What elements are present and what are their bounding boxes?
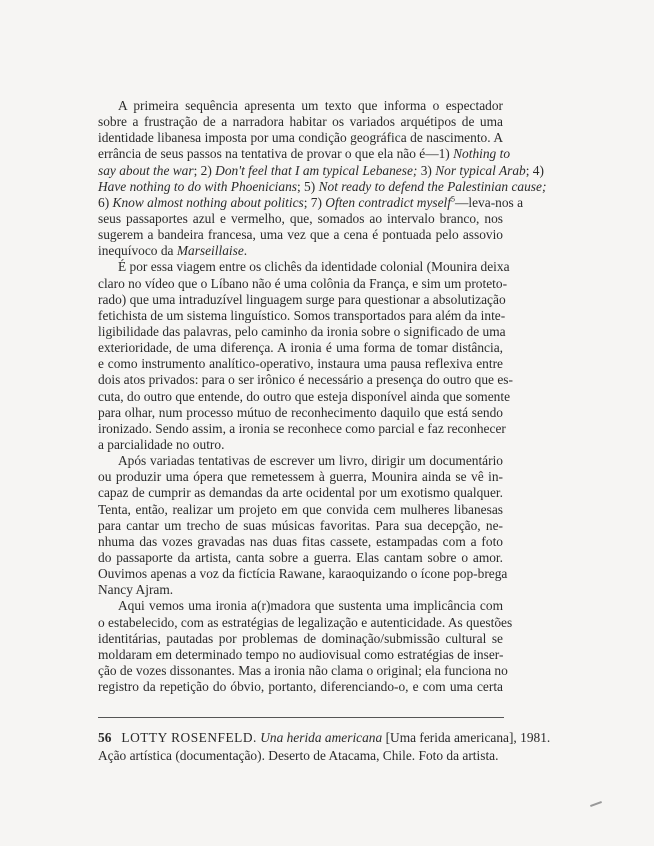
text-segment: ; 5): [296, 178, 319, 194]
text-segment: 3): [417, 162, 436, 178]
text-line: [98, 534, 503, 550]
text-line: [98, 550, 503, 566]
text-segment: sugerem a bandeira francesa, uma vez que a cena é pontuada pelo assovio: [98, 227, 503, 243]
text-segment: Tenta, então, realizar um projeto em que convida cem mulheres libanesas: [98, 501, 503, 517]
text-segment: inequívoco da: [98, 243, 177, 259]
figure-caption: [98, 729, 551, 765]
text-segment: 6): [98, 194, 113, 210]
text-line: [98, 227, 503, 243]
italic-text: Marseillaise: [176, 243, 244, 259]
italic-text: Have nothing to do with Phoenicians: [98, 178, 297, 194]
text-line: [98, 582, 503, 598]
text-line: [98, 194, 524, 211]
text-line: [98, 211, 503, 227]
text-line: [98, 291, 506, 308]
text-line: [98, 647, 503, 663]
paragraph: [98, 598, 513, 695]
text-segment: capaz de cumprir as demandas da arte ocidental por um exotismo qualquer.: [98, 485, 503, 501]
text-segment: fetichista de um sistema linguístico. Somos transportados para além da inte-: [98, 307, 506, 323]
text-line: [98, 420, 506, 437]
italic-text: Know almost nothing about politics: [112, 194, 304, 210]
text-line: [98, 437, 503, 453]
text-line: [98, 679, 503, 695]
text-line: [98, 518, 503, 534]
text-segment: claro no vídeo que o Líbano não é uma colônia da França, e sim um proteto-: [98, 275, 508, 291]
text-line: [98, 614, 513, 631]
text-line: [98, 566, 508, 582]
text-line: [98, 372, 513, 388]
italic-text: Nothing to: [453, 146, 511, 162]
text-segment: e como instrumento analítico-operativo, instaura uma pausa reflexiva entre: [98, 356, 503, 372]
text-segment: seus passaportes azul e vermelho, que, somados ao intervalo branco, nos: [98, 210, 503, 226]
text-line: [98, 405, 503, 421]
text-segment: nhuma das vozes gravadas nas duas fitas cassete, estampadas com a foto: [98, 533, 503, 549]
text-segment: ou produzir uma ópera que remetessem à guerra, Mounira ainda se vê in-: [98, 469, 503, 485]
text-segment: É por essa viagem entre os clichês da identidade colonial (Mounira deixa: [118, 259, 510, 275]
caption-line: [98, 729, 551, 747]
italic-text: Often contradict myself: [325, 194, 451, 210]
text-line: [98, 275, 508, 292]
text-segment: —leva-nos a: [455, 194, 524, 210]
text-segment: sobre a frustração de a narradora habitar os variados arquétipos de uma: [98, 114, 503, 130]
text-segment: cuta, do outro que entende, do outro que esteja disponível ainda que somente: [98, 388, 511, 404]
text-segment: Ouvimos apenas a voz da fictícia Rawane, karaoquizando o ícone pop-brega: [98, 566, 508, 582]
italic-text: say about the war: [98, 162, 194, 178]
text-segment: exterioridade, de uma diferença. A ironia é uma forma de tomar distância,: [98, 340, 503, 356]
caption-line: Ação artística (documentação). Deserto de Atacama, Chile. Foto da artista.: [98, 748, 499, 763]
text-segment: Nancy Ajram.: [98, 582, 174, 598]
italic-text: Nor typical Arab: [435, 162, 526, 178]
text-line: [98, 340, 503, 356]
text-line: [98, 502, 503, 518]
text-line: [98, 485, 503, 501]
italic-text: Don't feel that I am typical Lebanese;: [215, 162, 418, 178]
text-line: [98, 598, 503, 614]
paragraph: [98, 259, 513, 453]
footnote-divider: [98, 717, 504, 718]
text-segment: do passaporte da artista, canta sobre a guerra. Elas cantam sobre o amor.: [98, 549, 503, 565]
text-line: [98, 98, 503, 114]
body-text: [98, 98, 547, 695]
italic-text: Not ready to defend the Palestinian cause;: [318, 178, 547, 194]
text-line: [98, 162, 544, 179]
text-line: [98, 114, 503, 130]
text-segment: o estabelecido, com as estratégias de legalização e autenticidade. As questões: [98, 614, 513, 630]
text-segment: ção de vozes dissonantes. Mas a ironia não clama o original; ela funciona no: [98, 662, 508, 678]
caption-author: LOTTY ROSENFELD.: [121, 730, 257, 745]
text-segment: para olhar, num processo mútuo de reconhecimento daquilo que está sendo: [98, 404, 503, 420]
text-segment: errância de seus passos na tentativa de provar o que ela não é—1): [98, 146, 454, 162]
text-segment: ironizado. Sendo assim, a ironia se reconhece como parcial e faz reconhecer: [98, 420, 506, 436]
text-line: [98, 662, 508, 679]
paragraph: [98, 98, 547, 259]
text-line: [98, 388, 511, 405]
caption-details: [Uma ferida americana], 1981.: [385, 730, 551, 745]
text-line: [98, 130, 503, 146]
text-segment: ; 7): [303, 194, 326, 210]
text-line: [98, 453, 503, 469]
text-segment: rado) que uma intraduzível linguagem surge para questionar a absolutização: [98, 291, 506, 307]
text-segment: Aqui vemos uma ironia a(r)madora que sustenta uma implicância com: [118, 598, 503, 614]
text-line: [98, 307, 506, 324]
text-segment: ligibilidade das palavras, pelo caminho da ironia sobre o significado de uma: [98, 323, 506, 339]
text-segment: registro da repetição do óbvio, portanto, diferenciando-o, e com uma certa: [98, 679, 503, 695]
caption-number: 56: [98, 730, 112, 745]
text-line: [98, 146, 511, 162]
text-line: [98, 469, 503, 485]
text-segment: A primeira sequência apresenta um texto que informa o espectador: [118, 98, 503, 113]
text-line: [98, 243, 503, 259]
text-segment: identitárias, pautadas por problemas de dominação/submissão cultural se: [98, 630, 503, 646]
paragraph: [98, 453, 508, 598]
footnote-ref: 5: [451, 194, 455, 204]
scan-mark: [590, 801, 602, 807]
text-segment: a parcialidade no outro.: [98, 436, 225, 452]
text-segment: Após variadas tentativas de escrever um livro, dirigir um documentário: [118, 453, 503, 469]
text-segment: moldaram em determinado tempo no audiovisual como estratégias de inser-: [98, 646, 504, 662]
text-segment: para cantar um trecho de suas músicas favoritas. Para sua decepção, ne-: [98, 517, 503, 533]
text-segment: ; 2): [193, 162, 216, 178]
text-segment: identidade libanesa imposta por uma condição geográfica de nascimento. A: [98, 130, 503, 146]
text-segment: dois atos privados: para o ser irônico é necessário a presença do outro que es-: [98, 372, 513, 388]
text-line: [98, 631, 503, 647]
text-line: [98, 178, 547, 195]
text-line: [98, 323, 506, 340]
caption-title: Una herida americana: [260, 730, 383, 745]
text-segment: ; 4): [525, 162, 544, 178]
text-line: [98, 259, 510, 275]
text-segment: .: [243, 243, 248, 259]
text-line: [98, 356, 503, 372]
